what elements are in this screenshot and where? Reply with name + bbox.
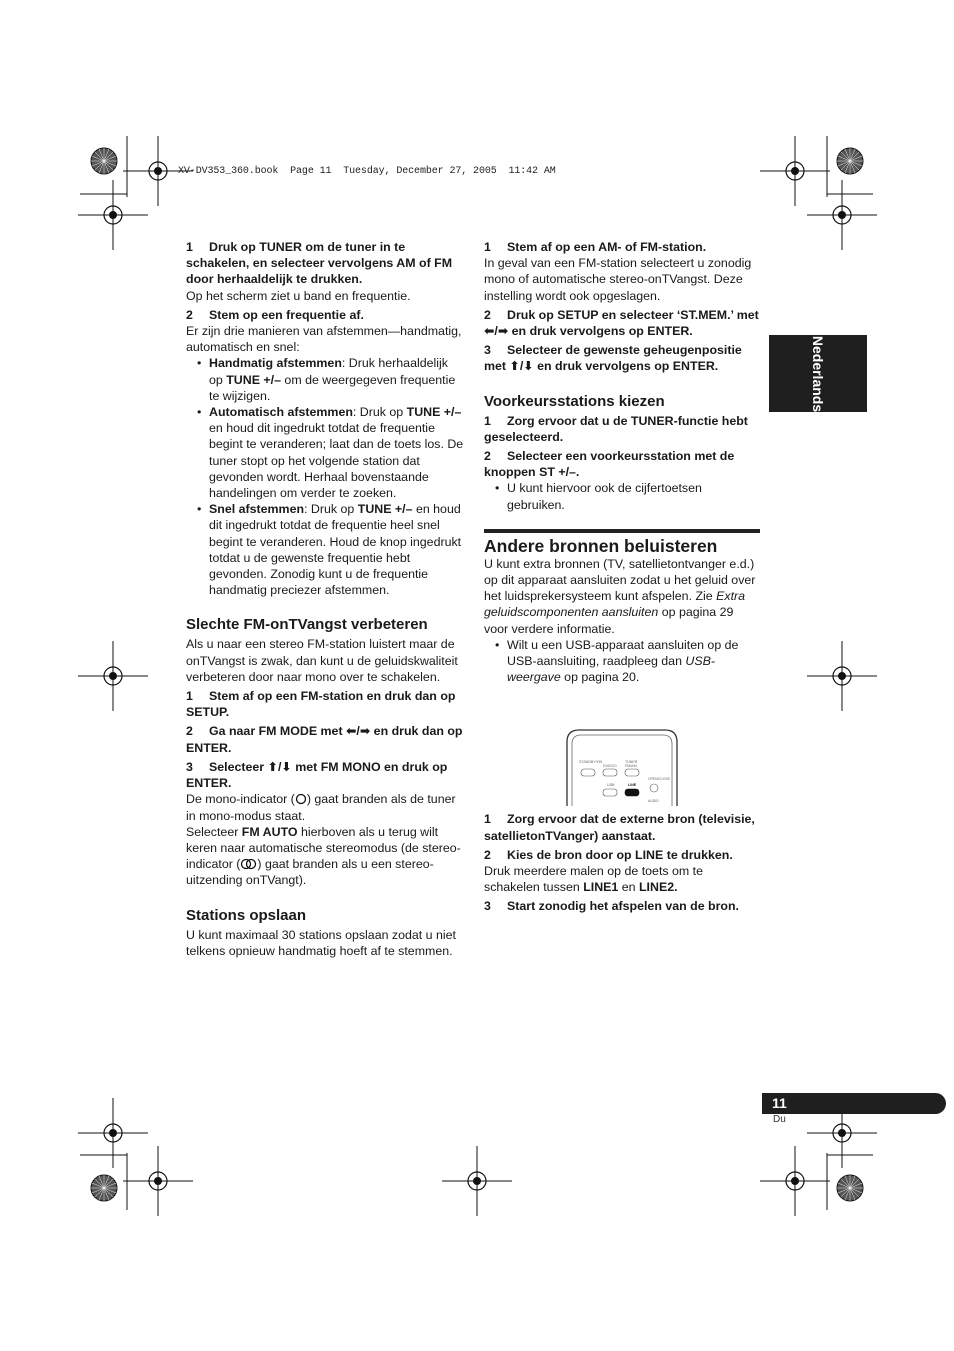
tuning-methods-list (195, 355, 464, 598)
dvdcd-label: DVD/CD (603, 764, 617, 768)
fm-body: Als u naar een stereo FM-station luistert maar de onTVangst is zwak, dan kunt u de geluidskwaliteit verbeteren door naar mono over te schakelen. (186, 637, 458, 684)
line-step-2: 2 Kies de bron door op LINE te drukken. (484, 847, 733, 862)
tuner-button[interactable] (625, 769, 639, 776)
audio-label: AUDIO (648, 799, 659, 803)
standby-button[interactable] (581, 769, 595, 776)
language-tab (769, 335, 867, 412)
print-header: XV-DV353_360.book Page 11 Tuesday, December 27, 2005 11:42 AM (178, 166, 556, 177)
preset-notes (493, 480, 760, 512)
up-down-arrows-icon: ⬆/⬇ (267, 759, 292, 774)
right-column (484, 239, 760, 915)
store-step-2: 2 Druk op SETUP en selecteer ‘ST.MEM.’ met ⬅/➡ en druk vervolgens op ENTER. (484, 307, 759, 339)
store-step-3: 3 Selecteer de gewenste geheugenpositie met ⬆/⬇ en druk vervolgens op ENTER. (484, 343, 742, 374)
language-tab-label: Nederlands (810, 335, 826, 412)
heading-fm: Slechte FM-onTVangst verbeteren (186, 616, 428, 634)
list-item: • Automatisch afstemmen: Druk op TUNE +/– en houd dit ingedrukt totdat de frequentie begint te veranderen; laat dan de toets los. De tuner stopt op het volgende station dat gevonden wordt. Herhaal bovenstaande handelingen om verder te zoeken. (195, 404, 464, 501)
line-label: LINE (628, 783, 637, 787)
stations-body: U kunt maximaal 30 stations opslaan zodat u niet telkens opnieuw handmatig hoeft af te stemmen. (186, 927, 456, 958)
line-step-3: 3 Start zonodig het afspelen van de bron. (484, 899, 740, 914)
left-right-arrows-icon: ⬅/➡ (484, 324, 509, 339)
fm-step-2: 2 Ga naar FM MODE met ⬅/➡ en druk dan op ENTER. (186, 724, 463, 755)
usb-notes (493, 637, 760, 686)
stereo-indicator-icon (240, 858, 257, 870)
fm-step-1: 1 Stem af op een FM-station en druk dan op SETUP. (186, 689, 456, 720)
heading-andere-bronnen: Andere bronnen beluisteren (484, 529, 760, 556)
list-item: • U kunt hiervoor ook de cijfertoetsen gebruiken. (493, 480, 760, 512)
line-step-1: 1 Zorg ervoor dat de externe bron (televisie, satellietonTVanger) aanstaat. (484, 812, 755, 843)
step-1: 1 Druk op TUNER om de tuner in te schakelen, en selecteer vervolgens AM of FM door herhaaldelijk te drukken. (186, 240, 453, 287)
remote-control-illustration (565, 728, 679, 806)
list-item: • Handmatig afstemmen: Druk herhaaldelijk op TUNE +/– om de weergegeven frequentie te wijzigen. (195, 355, 464, 404)
line-step-2-body: Druk meerdere malen op de toets om te schakelen tussen LINE1 en LINE2. (484, 864, 704, 895)
open-close-label: OPEN/CLOSE (648, 777, 671, 781)
tuner-label: TUNER (625, 760, 638, 764)
preset-step-1: 1 Zorg ervoor dat u de TUNER-functie hebt geselecteerd. (484, 413, 748, 444)
left-right-arrows-icon: ⬅/➡ (346, 724, 371, 739)
language-code: Du (773, 1114, 786, 1125)
list-item: • Wilt u een USB-apparaat aansluiten op de USB-aansluiting, raadpleeg dan USB-weergave op pagina 20. (493, 637, 760, 686)
usb-button[interactable] (603, 789, 617, 796)
fmam-label: FM/AM (625, 764, 637, 768)
page-number: 11 (772, 1095, 787, 1111)
heading-voorkeur: Voorkeursstations kiezen (484, 392, 665, 410)
andere-body: U kunt extra bronnen (TV, satellietontvanger e.d.) op dit apparaat aansluiten zodat u het geluid over het luidsprekersysteem kunt afspelen. Zie Extra geluidscomponenten aansluiten op pagina 29 voor verdere informatie. (484, 556, 756, 636)
usb-label: USB (607, 783, 615, 787)
eject-button[interactable] (650, 784, 658, 792)
step-2: 2 Stem op een frequentie af. (186, 307, 364, 322)
store-step-1: 1 Stem af op een AM- of FM-station. (484, 240, 707, 254)
list-item: • Snel afstemmen: Druk op TUNE +/– en houd dit ingedrukt totdat de frequentie heel snel begint te veranderen. Houd de knop ingedrukt totdat u de gewenste frequentie hebt gevonden. Zonodig kunt u de frequentie handmatig preciezer afstemmen. (195, 501, 464, 598)
store-step-1-body: In geval van een FM-station selecteert u zonodig mono of automatische stereo-onTVangst. Deze instelling wordt ook opgeslagen. (484, 256, 752, 303)
step-2-body: Er zijn drie manieren van afstemmen—handmatig, automatisch en snel: (186, 324, 462, 355)
heading-stations: Stations opslaan (186, 906, 307, 924)
left-column (186, 239, 464, 959)
standby-label: STANDBY/ON (579, 760, 603, 764)
mono-indicator-text: De mono-indicator ( ) gaat branden als de tuner in mono-modus staat. (186, 792, 456, 823)
up-down-arrows-icon: ⬆/⬇ (509, 359, 534, 374)
preset-step-2: 2 Selecteer een voorkeursstation met de knoppen ST +/–. (484, 449, 735, 480)
mono-indicator-icon (295, 793, 307, 805)
fm-auto-text: Selecteer FM AUTO hierboven als u terug wilt keren naar automatische stereomodus (de stereo-indicator ( ) gaat branden als u een stereo-uitzending onTVangt). (186, 824, 461, 888)
dvdcd-button[interactable] (603, 769, 617, 776)
step-1-body: Op het scherm ziet u band en frequentie. (186, 288, 411, 303)
page-number-tab (762, 1093, 946, 1114)
fm-step-3: 3 Selecteer ⬆/⬇ met FM MONO en druk op ENTER. (186, 759, 448, 791)
line-button[interactable] (625, 789, 639, 796)
